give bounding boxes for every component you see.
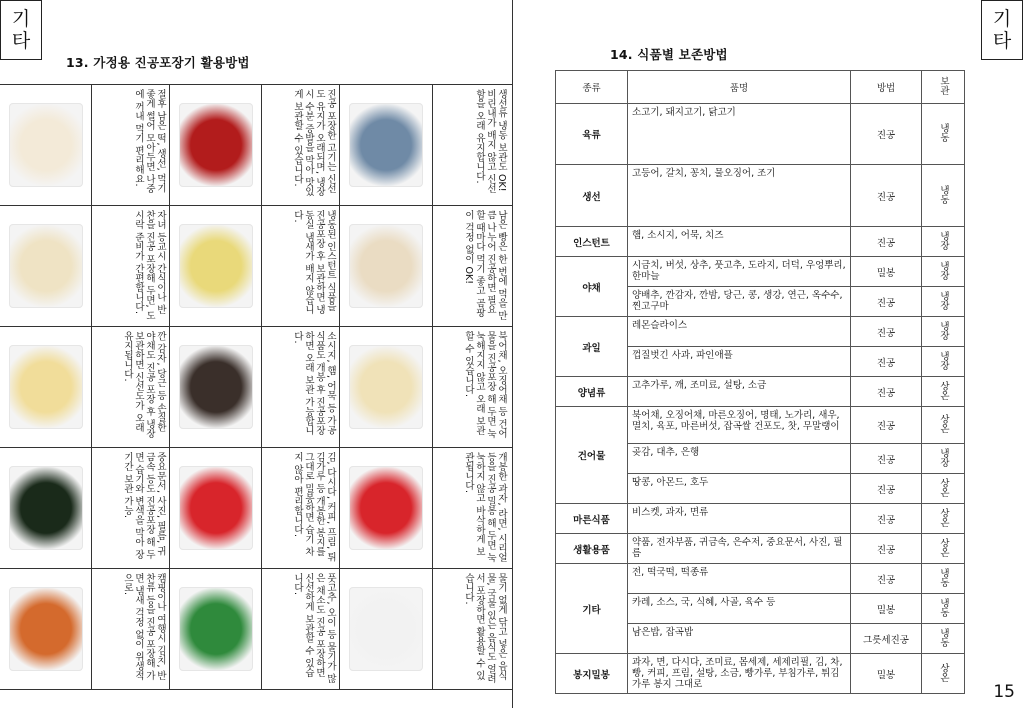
storage-cell: 냉장: [922, 287, 965, 317]
right-section-tag: [981, 0, 1023, 60]
right-tag-char-1: 기: [992, 8, 1012, 30]
usage-cell: [0, 327, 170, 447]
snack-package-image: [349, 466, 423, 550]
vacuum-bag-image: [349, 587, 423, 671]
product-photo: [170, 85, 262, 205]
method-cell: 진공: [851, 227, 922, 257]
items-cell: 북어채, 오징어채, 마른오징어, 명태, 노가리, 새우, 멸치, 육포, 마른버섯, 잡곡쌀 건포도, 찻, 무말랭이: [628, 407, 851, 444]
usage-description: 소시지, 햄, 어묵 등 가공식품도 개봉 후 진공포장하면 오래 보관 가능합니다.: [292, 331, 336, 436]
storage-cell: 냉장: [922, 257, 965, 287]
usage-description: 중요문서, 사진, 필름, 귀금속 등도 진공포장 해 두면 습기와 변색을 막아 장기간 보관 가능.: [122, 452, 166, 560]
table-row: [556, 165, 965, 227]
vacuum-packed-tortilla-image: [349, 224, 423, 308]
items-cell: 약품, 전자부품, 귀금속, 은수저, 중요문서, 사진, 필름: [628, 534, 851, 564]
method-cell: 진공: [851, 347, 922, 377]
method-cell: 진공: [851, 104, 922, 165]
vacuum-packed-dried-squid-image: [349, 345, 423, 429]
usage-description: 풋고추, 오이 등 물기가 많은 채소도 진공 포장하면 신선하게 보관할 수 있습니다.: [292, 573, 336, 684]
category-cell: 생활용품: [556, 534, 628, 564]
usage-cell: [340, 448, 512, 568]
usage-cell: [0, 85, 170, 205]
table-row: [556, 227, 965, 257]
method-cell: 밀봉: [851, 654, 922, 694]
vacuum-packed-photo-image: [9, 466, 83, 550]
usage-cell: [340, 327, 512, 447]
table-row: [556, 534, 965, 564]
usage-description: 생선류 냉동 보관도 OK! 비린내가 배지 않고 신선함을 오래 유지합니다.: [474, 89, 507, 194]
storage-cell: 상온: [922, 407, 965, 444]
usage-description: 냉동된 인스턴트 식품을 진공포장 후 보관하면 냉동실 냄새가 배지 않습니다.: [292, 210, 336, 315]
header-items: 품명: [628, 71, 851, 104]
method-cell: 진공: [851, 287, 922, 317]
method-cell: 진공: [851, 377, 922, 407]
storage-cell: 냉동: [922, 624, 965, 654]
vacuum-packed-noodles-image: [179, 224, 253, 308]
category-cell: 양념류: [556, 377, 628, 407]
items-cell: 레몬슬라이스: [628, 317, 851, 347]
items-cell: 양배추, 깐감자, 깐밤, 당근, 콩, 생강, 연근, 옥수수, 찐고구마: [628, 287, 851, 317]
vacuum-packed-fish-image: [349, 103, 423, 187]
vacuum-packed-beans-image: [9, 345, 83, 429]
category-cell: 과일: [556, 317, 628, 377]
storage-cell: 냉장: [922, 444, 965, 474]
method-cell: 진공: [851, 165, 922, 227]
storage-cell: 상온: [922, 377, 965, 407]
table-row: [556, 257, 965, 287]
header-method: 방법: [851, 71, 922, 104]
storage-cell: 상온: [922, 534, 965, 564]
grid-row: [0, 206, 512, 327]
usage-description: 진공 포장한 고기는 신선도 유지가 오래되며, 냉장 시 수분 증발을 막아 맛있게 보관할 수 있습니다.: [292, 89, 336, 197]
items-cell: 땅콩, 아몬드, 호두: [628, 474, 851, 504]
usage-cell: [0, 569, 170, 689]
product-photo: [0, 206, 92, 326]
storage-cell: 상온: [922, 654, 965, 694]
grid-row: [0, 85, 512, 206]
storage-cell: 냉장: [922, 317, 965, 347]
usage-cell: [170, 206, 340, 326]
food-storage-table: [555, 70, 965, 694]
left-tag-char-2: 타: [11, 30, 31, 52]
table-row: [556, 317, 965, 347]
usage-cell: [170, 448, 340, 568]
vacuum-packed-kimchi-image: [9, 587, 83, 671]
header-storage: 보관: [922, 71, 965, 104]
left-section-tag: [0, 0, 42, 60]
method-cell: 그릇세진공: [851, 624, 922, 654]
usage-cell: [340, 206, 512, 326]
usage-cell: [170, 569, 340, 689]
storage-cell: 냉장: [922, 347, 965, 377]
product-photo: [0, 448, 92, 568]
items-cell: 고추가루, 깨, 조미료, 설탕, 소금: [628, 377, 851, 407]
method-cell: 진공: [851, 504, 922, 534]
method-cell: 진공: [851, 474, 922, 504]
product-photo: [170, 206, 262, 326]
vacuum-packed-meat-image: [179, 103, 253, 187]
method-cell: 진공: [851, 444, 922, 474]
usage-cell: [340, 85, 512, 205]
product-photo: [0, 327, 92, 447]
vacuum-packed-peppers-image: [179, 587, 253, 671]
category-cell: 생선: [556, 165, 628, 227]
table-row: [556, 654, 965, 694]
category-cell: 야채: [556, 257, 628, 317]
category-cell: 기타: [556, 564, 628, 654]
items-cell: 비스켓, 과자, 면류: [628, 504, 851, 534]
items-cell: 전, 떡국떡, 떡종류: [628, 564, 851, 594]
usage-cell: [340, 569, 512, 689]
right-tag-char-2: 타: [992, 30, 1012, 52]
grid-row: [0, 569, 512, 690]
storage-cell: 상온: [922, 474, 965, 504]
right-page-title: 14. 식품별 보존방법: [610, 47, 728, 62]
category-cell: 마른식품: [556, 504, 628, 534]
table-row: [556, 564, 965, 594]
usage-description: 남은 빵은 한 번에 먹을 만큼 나누어 진공하면 필요할 때마다 먹기 좋고 곰팡이 걱정 없이 OK!: [463, 210, 507, 321]
table-row: [556, 407, 965, 444]
dasida-package-image: [179, 466, 253, 550]
usage-description: 김, 다시다, 커피, 프림, 튀김가루 등 개봉한 봉지를 그대로 밀봉하면 습기 차지 않아 편리합니다.: [292, 452, 336, 562]
left-tag-char-1: 기: [11, 8, 31, 30]
usage-cell: [0, 206, 170, 326]
usage-description: 깐 감자, 당근 등 손질한 야채도 진공 포장 후 냉장 보관하면 신선도가 오래 유지됩니다.: [122, 331, 166, 439]
method-cell: 밀봉: [851, 594, 922, 624]
storage-cell: 냉동: [922, 104, 965, 165]
usage-cell: [170, 327, 340, 447]
storage-cell: 냉동: [922, 594, 965, 624]
items-cell: 곶감, 대추, 은행: [628, 444, 851, 474]
items-cell: 시금치, 버섯, 상추, 풋고추, 도라지, 더덕, 우엉뿌리, 한마늘: [628, 257, 851, 287]
usage-description: 개봉한 과자, 라면, 시리얼 등을 진공 밀봉 해 두면 눅눅하지 않고 바삭하게 보관됩니다.: [463, 452, 507, 563]
usage-description: 물기 없게 닦고 넣은 음식물, 국물 있는 음식도 얼려서 포장하면 활용할 수 있습니다.: [463, 573, 507, 684]
product-photo: [340, 327, 433, 447]
usage-description: 북어채, 오징어채 등 건어물을 진공포장 해 두면 눅눅해지지 않고 오래 보관할 수 있습니다.: [463, 331, 507, 439]
method-cell: 진공: [851, 564, 922, 594]
vacuum-packed-rice-ball-image: [9, 224, 83, 308]
header-category: 종류: [556, 71, 628, 104]
grid-row: [0, 327, 512, 448]
items-cell: 카레, 소스, 국, 식혜, 사골, 육수 등: [628, 594, 851, 624]
table-header-row: [556, 71, 965, 104]
product-photo: [340, 206, 433, 326]
storage-cell: 냉동: [922, 564, 965, 594]
usage-cell: [170, 85, 340, 205]
table-row: [556, 504, 965, 534]
product-photo: [340, 569, 433, 689]
method-cell: 진공: [851, 534, 922, 564]
items-cell: 햄, 소시지, 어묵, 치즈: [628, 227, 851, 257]
product-photo: [170, 327, 262, 447]
method-cell: 밀봉: [851, 257, 922, 287]
vacuum-packed-garlic-image: [9, 103, 83, 187]
usage-cell: [0, 448, 170, 568]
category-cell: 봉지밀봉: [556, 654, 628, 694]
left-page-title: 13. 가정용 진공포장기 활용방법: [66, 55, 250, 70]
table-row: [556, 104, 965, 165]
items-cell: 껍질벗긴 사과, 파인애플: [628, 347, 851, 377]
table-row: [556, 377, 965, 407]
items-cell: 과자, 면, 다시다, 조미료, 몸세제, 세제리필, 김, 차, 빵, 커피, 프림, 설탕, 소금, 빵가루, 부침가루, 튀김가루 봉지 그대로: [628, 654, 851, 694]
product-photo: [0, 85, 92, 205]
method-cell: 진공: [851, 407, 922, 444]
items-cell: 고등어, 갈치, 꽁치, 물오징어, 조기: [628, 165, 851, 227]
method-cell: 진공: [851, 317, 922, 347]
category-cell: 인스턴트: [556, 227, 628, 257]
grid-row: [0, 448, 512, 569]
storage-cell: 상온: [922, 504, 965, 534]
product-photo: [0, 569, 92, 689]
category-cell: 육류: [556, 104, 628, 165]
items-cell: 소고기, 돼지고기, 닭고기: [628, 104, 851, 165]
storage-cell: 냉장: [922, 227, 965, 257]
storage-cell: 냉동: [922, 165, 965, 227]
page-number: 15: [993, 682, 1015, 702]
product-photo: [170, 448, 262, 568]
product-photo: [170, 569, 262, 689]
product-photo: [340, 448, 433, 568]
usage-description: 캠핑이나 여행시 김치, 반찬류 등을 진공 포장해 가면 냄새 걱정 없이 위생적으로.: [122, 573, 166, 681]
vacuum-packed-seaweed-image: [179, 345, 253, 429]
product-photo: [340, 85, 433, 205]
vacuum-usage-grid: [0, 84, 512, 690]
usage-description: 자녀 등교시 간식이나 반찬을 진공 포장해 두면, 도시락 준비가 간편합니다.: [133, 210, 166, 321]
category-cell: 건어물: [556, 407, 628, 504]
page-divider: [512, 0, 513, 708]
usage-description: 절후 남은 떡, 생선, 먹기 좋게 썰어 모아두면 나중에 꺼내 먹기 편리해요.: [133, 89, 166, 194]
items-cell: 남은밥, 잡곡밥: [628, 624, 851, 654]
